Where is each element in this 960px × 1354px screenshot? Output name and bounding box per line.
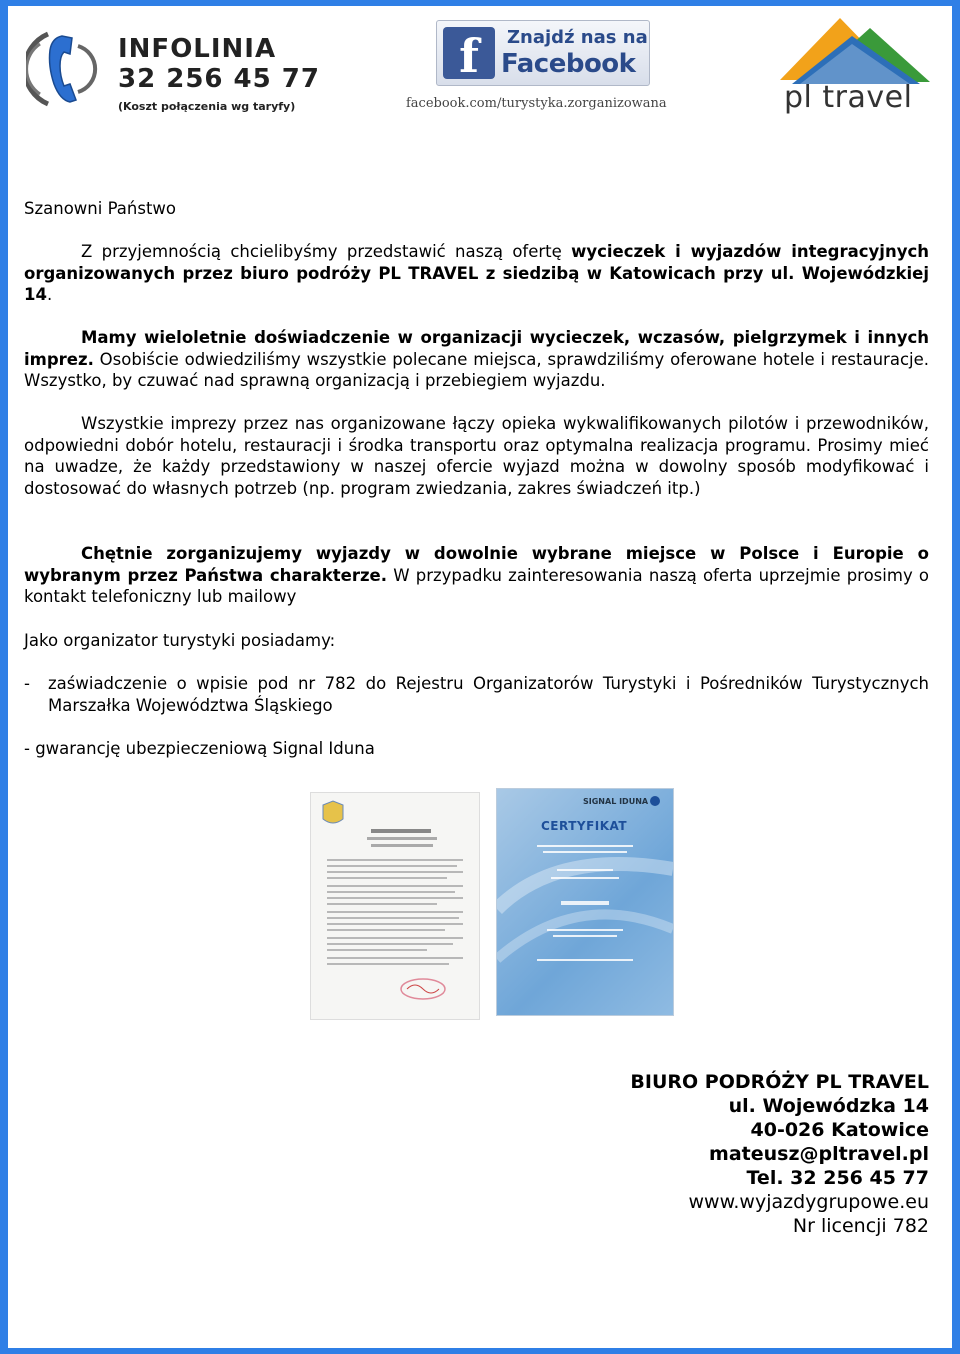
company-name: BIURO PODRÓŻY PL TRAVEL — [630, 1071, 929, 1093]
facebook-line1: Znajdź nas na — [507, 27, 648, 48]
certificate-document-icon — [311, 793, 479, 1019]
experience-bold: Mamy wieloletnie doświadczenie w organizacji wycieczek, wczasów, pielgrzymek i innych imprez. — [24, 328, 929, 369]
experience-text: Osobiście odwiedziliśmy wszystkie polecane miejsca, sprawdziliśmy oferowane hotele i restauracje. Wszystko, by czuwać nad sprawną organizacją i przebiegiem wyjazdu. — [24, 349, 929, 390]
company-license: Nr licencji 782 — [792, 1215, 929, 1237]
company-website[interactable]: www.wyjazdygrupowe.eu — [688, 1191, 929, 1213]
intro-text: Z przyjemnością chcielibyśmy przedstawić naszą ofertę — [81, 242, 572, 261]
pl-travel-logo — [770, 10, 940, 128]
organizer-intro: Jako organizator turystyki posiadamy: — [24, 631, 336, 650]
company-city: 40-026 Katowice — [750, 1119, 929, 1141]
paragraph-experience — [24, 327, 929, 392]
brand-name: pl travel — [784, 80, 913, 115]
company-email[interactable]: mateusz@pltravel.pl — [709, 1143, 929, 1165]
certificate-title: CERTYFIKAT — [541, 819, 628, 833]
infolinia-banner — [26, 20, 336, 120]
facebook-badge[interactable] — [436, 20, 650, 86]
registration-certificate-image — [310, 792, 480, 1020]
list-item-text: zaświadczenie o wpisie pod nr 782 do Rejestru Organizatorów Turystyki i Pośredników Turystycznych Marszałka Województwa Śląskiego — [48, 674, 929, 715]
list-item — [24, 673, 929, 716]
certificate-issuer: SIGNAL IDUNA — [583, 797, 649, 806]
facebook-banner[interactable] — [406, 16, 686, 116]
facebook-icon: f — [443, 27, 495, 79]
telephone-icon — [26, 26, 106, 112]
facebook-line2: Facebook — [501, 49, 636, 79]
certificate-decoration-icon — [497, 789, 673, 1015]
offer-text: W przypadku zainteresowania naszą oferta uprzejmie prosimy o kontakt telefoniczny lub mailowy — [24, 565, 929, 606]
document-page — [8, 6, 952, 1348]
infolinia-note: (Koszt połączenia wg taryfy) — [118, 100, 296, 113]
paragraph-offer — [24, 543, 929, 608]
greeting: Szanowni Państwo — [24, 199, 177, 218]
infolinia-phone: 32 256 45 77 — [118, 64, 320, 94]
intro-bold: wycieczek i wyjazdów integracyjnych organizowanych przez biuro podróży PL TRAVEL z siedzibą w Katowicach przy ul. Wojewódzkiej 14 — [24, 242, 929, 304]
paragraph-services: Wszystkie imprezy przez nas organizowane łączy opieka wykwalifikowanych pilotów i przewodników, odpowiedni dobór hotelu, restauracji i środka transportu oraz optymalna realizacja programu. Prosimy mieć na uwadze, że każdy przedstawiony w naszej ofercie wyjazd można w dowolny sposób modyfikować i dostosować do własnych potrzeb (np. program zwiedzania, zakres świadczeń itp.) — [24, 414, 929, 498]
facebook-url[interactable]: facebook.com/turystyka.zorganizowana — [406, 96, 667, 111]
offer-bold: Chętnie zorganizujemy wyjazdy w dowolnie wybrane miejsce w Polsce i Europie o wybranym przez Państwa charakterze. — [24, 544, 929, 585]
company-contact-block — [630, 1070, 929, 1238]
company-phone[interactable]: Tel. 32 256 45 77 — [746, 1167, 929, 1189]
list-item: - gwarancję ubezpieczeniową Signal Iduna — [24, 739, 375, 758]
signal-iduna-certificate-image — [496, 788, 674, 1016]
infolinia-title: INFOLINIA — [118, 34, 277, 64]
intro-end: . — [46, 285, 53, 304]
paragraph-intro — [24, 241, 929, 306]
list-dash: - — [24, 674, 30, 693]
company-street: ul. Wojewódzka 14 — [728, 1095, 929, 1117]
mountain-logo-icon — [770, 10, 940, 90]
